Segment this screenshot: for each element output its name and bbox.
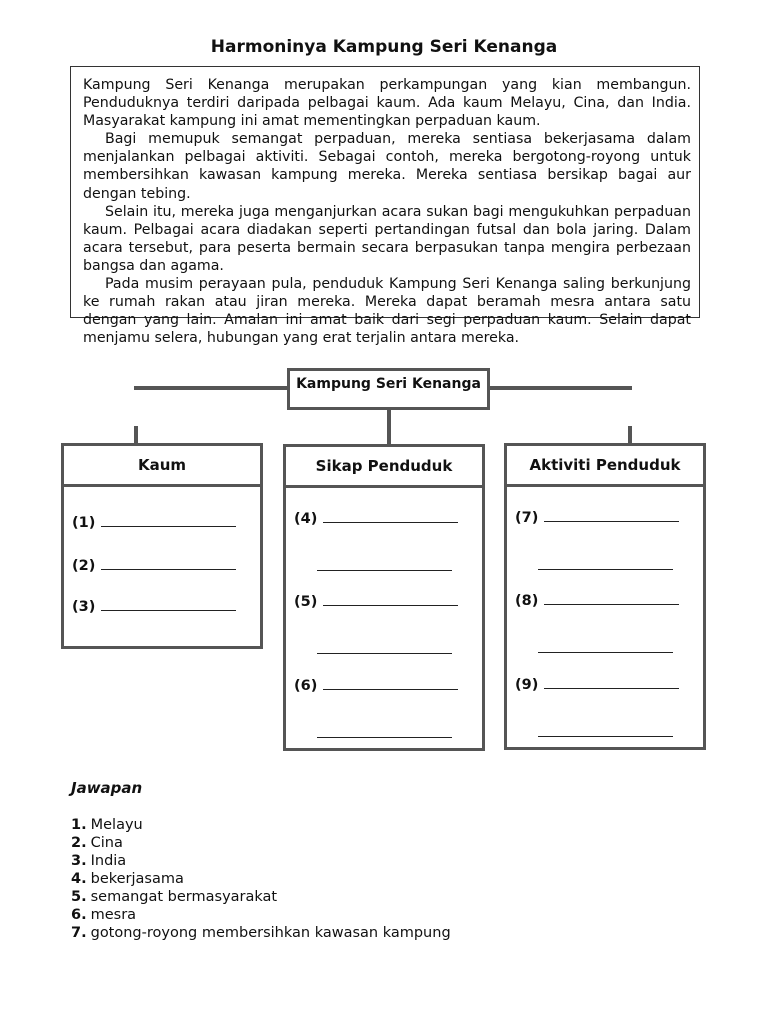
answer-slot-8[interactable]: (8) (515, 593, 679, 609)
answer-slot-8-line2[interactable] (538, 651, 673, 653)
answer-item: 6. mesra (71, 907, 137, 923)
column-heading: Aktiviti Penduduk (507, 446, 703, 487)
connector-left (134, 426, 138, 444)
column-heading: Kaum (64, 446, 260, 487)
column-kaum (61, 443, 263, 649)
passage-paragraph: Pada musim perayaan pula, penduduk Kampung Seri Kenanga saling berkunjung ke rumah rakan atau jiran mereka. Mereka dapat beramah mesra antara satu dengan yang lain. Amalan ini amat baik dari segi perpaduan kaum. Selain dapat menjamu selera, hubungan yang erat terjalin antara mereka. (83, 276, 691, 347)
page-title: Harmoninya Kampung Seri Kenanga (210, 37, 558, 57)
answer-slot-7[interactable]: (7) (515, 510, 679, 526)
answer-slot-9-line2[interactable] (538, 735, 673, 737)
passage-paragraph: Kampung Seri Kenanga merupakan perkampungan yang kian membangun. Penduduknya terdiri daripada pelbagai kaum. Ada kaum Melayu, Cina, dan India. Masyarakat kampung ini amat mementingkan perpaduan kaum. (83, 77, 691, 130)
answer-slot-2[interactable]: (2) (72, 558, 236, 574)
answer-slot-3[interactable]: (3) (72, 599, 236, 615)
answer-slot-4[interactable]: (4) (294, 511, 458, 527)
connector-center (387, 410, 391, 445)
answer-slot-1[interactable]: (1) (72, 515, 236, 531)
answers-title: Jawapan (71, 779, 143, 797)
connector-right (628, 426, 632, 444)
answer-slot-5[interactable]: (5) (294, 594, 458, 610)
answer-slot-6[interactable]: (6) (294, 678, 458, 694)
answer-item: 1. Melayu (71, 817, 143, 833)
answer-item: 7. gotong-royong membersihkan kawasan kampung (71, 925, 451, 941)
answer-item: 3. India (71, 853, 127, 869)
answer-slot-9[interactable]: (9) (515, 677, 679, 693)
answer-item: 5. semangat bermasyarakat (71, 889, 278, 905)
answer-item: 2. Cina (71, 835, 123, 851)
column-heading: Sikap Penduduk (286, 447, 482, 488)
passage-paragraph: Selain itu, mereka juga menganjurkan acara sukan bagi mengukuhkan perpaduan kaum. Pelbagai acara diadakan seperti pertandingan futsal dan bola jaring. Dalam acara tersebut, para peserta bermain secara berpasukan tanpa mengira perbezaan bangsa dan agama. (83, 203, 691, 274)
answers-list (71, 816, 451, 942)
passage-paragraph: Bagi memupuk semangat perpaduan, mereka sentiasa bekerjasama dalam menjalankan pelbagai aktiviti. Sebagai contoh, mereka bergotong-royong untuk membersihkan kawasan kampung mereka. Mereka sentiasa bersikap bagai aur dengan tebing. (83, 131, 691, 202)
diagram-center-box: Kampung Seri Kenanga (287, 368, 490, 410)
answer-item: 4. bekerjasama (71, 871, 184, 887)
answer-slot-7-line2[interactable] (538, 568, 673, 570)
passage (83, 76, 691, 347)
answer-slot-4-line2[interactable] (317, 569, 452, 571)
answer-slot-6-line2[interactable] (317, 736, 452, 738)
answer-slot-5-line2[interactable] (317, 652, 452, 654)
